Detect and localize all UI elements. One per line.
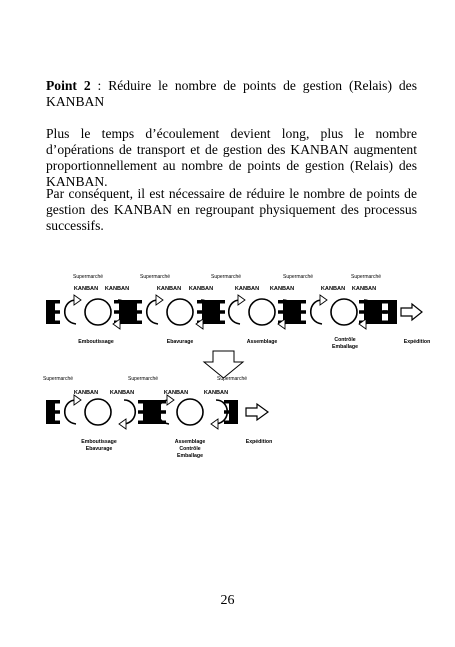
paragraph-1-text: Plus le temps d’écoulement devient long, plus le nombre d’opérations de transport et de gestion des KANBAN augmentent proportionnellement au nombre de points de gestion (Relais) des KANBAN. — [46, 126, 417, 189]
kanban-label: KANBAN — [156, 286, 182, 292]
process-circle-emboutissage — [85, 299, 111, 325]
supermarche-label: Supermarché — [139, 274, 171, 280]
down-arrow-icon — [204, 351, 243, 378]
kanban-arrow-icon — [65, 395, 81, 424]
process-label: Ebavurage — [166, 339, 194, 345]
expedition-label: Expédition — [245, 439, 273, 445]
supermarket-store-icon — [46, 300, 60, 324]
process-circle-emboutissage-ebavurage — [85, 399, 111, 425]
supermarche-label: Supermarché — [282, 274, 314, 280]
process-label: Ebavurage — [85, 446, 113, 452]
paragraph-2-text: Par conséquent, il est nécessaire de réduire le nombre de points de gestion des KANBAN en regroupant physiquement des processus successifs. — [46, 186, 417, 233]
diagram-bottom-row — [43, 376, 272, 459]
kanban-arrow-icon — [229, 295, 245, 324]
supermarket-store-icon — [224, 400, 238, 424]
supermarche-label: Supermarché — [127, 376, 159, 382]
process-label: Assemblage — [246, 339, 278, 345]
kanban-label: KANBAN — [104, 286, 130, 292]
supermarket-store-icon — [211, 300, 225, 324]
process-label: Contrôle — [334, 337, 356, 343]
kanban-label: KANBAN — [73, 286, 99, 292]
supermarche-label: Supermarché — [42, 376, 74, 382]
kanban-label: KANBAN — [163, 390, 189, 396]
kanban-label: KANBAN — [234, 286, 260, 292]
kanban-label: KANBAN — [351, 286, 377, 292]
shipping-arrow-icon — [246, 404, 268, 420]
process-label: Emballage — [177, 453, 203, 459]
process-circle-assemblage — [249, 299, 275, 325]
diagram-top-row — [46, 274, 430, 350]
shipping-arrow-icon — [401, 304, 422, 320]
kanban-arrow-icon — [311, 295, 327, 324]
supermarche-label: Supermarché — [72, 274, 104, 280]
expedition-label: Expédition — [403, 339, 431, 345]
supermarket-store-icon — [152, 400, 166, 424]
kanban-label: KANBAN — [109, 390, 135, 396]
process-label: Emboutissage — [81, 439, 117, 445]
process-circle-assemblage-controle-emballage — [177, 399, 203, 425]
process-label: Contrôle — [179, 446, 201, 452]
kanban-arrow-icon — [147, 295, 163, 324]
supermarket-store-icon — [46, 400, 60, 424]
supermarche-label: Supermarché — [210, 274, 242, 280]
process-label: Emballage — [332, 344, 358, 350]
kanban-arrow-icon — [119, 400, 135, 429]
point-label: Point 2 — [46, 78, 91, 93]
point-title: : Réduire le nombre de points de gestion (Relais) des KANBAN — [46, 78, 417, 109]
process-label: Assemblage — [174, 439, 206, 445]
process-label: Emboutissage — [78, 339, 114, 345]
supermarket-store-icon — [128, 300, 142, 324]
kanban-label: KANBAN — [188, 286, 214, 292]
kanban-arrow-icon — [65, 295, 81, 324]
kanban-arrow-icon — [211, 400, 227, 429]
kanban-label: KANBAN — [320, 286, 346, 292]
supermarket-store-icon — [383, 300, 397, 324]
supermarche-label: Supermarché — [216, 376, 248, 382]
supermarche-label: Supermarché — [350, 274, 382, 280]
kanban-label: KANBAN — [73, 390, 99, 396]
process-circle-controle-emballage — [331, 299, 357, 325]
kanban-label: KANBAN — [269, 286, 295, 292]
process-circle-ebavurage — [167, 299, 193, 325]
supermarket-store-icon — [138, 400, 152, 424]
page-number: 26 — [220, 593, 235, 608]
kanban-label: KANBAN — [203, 390, 229, 396]
